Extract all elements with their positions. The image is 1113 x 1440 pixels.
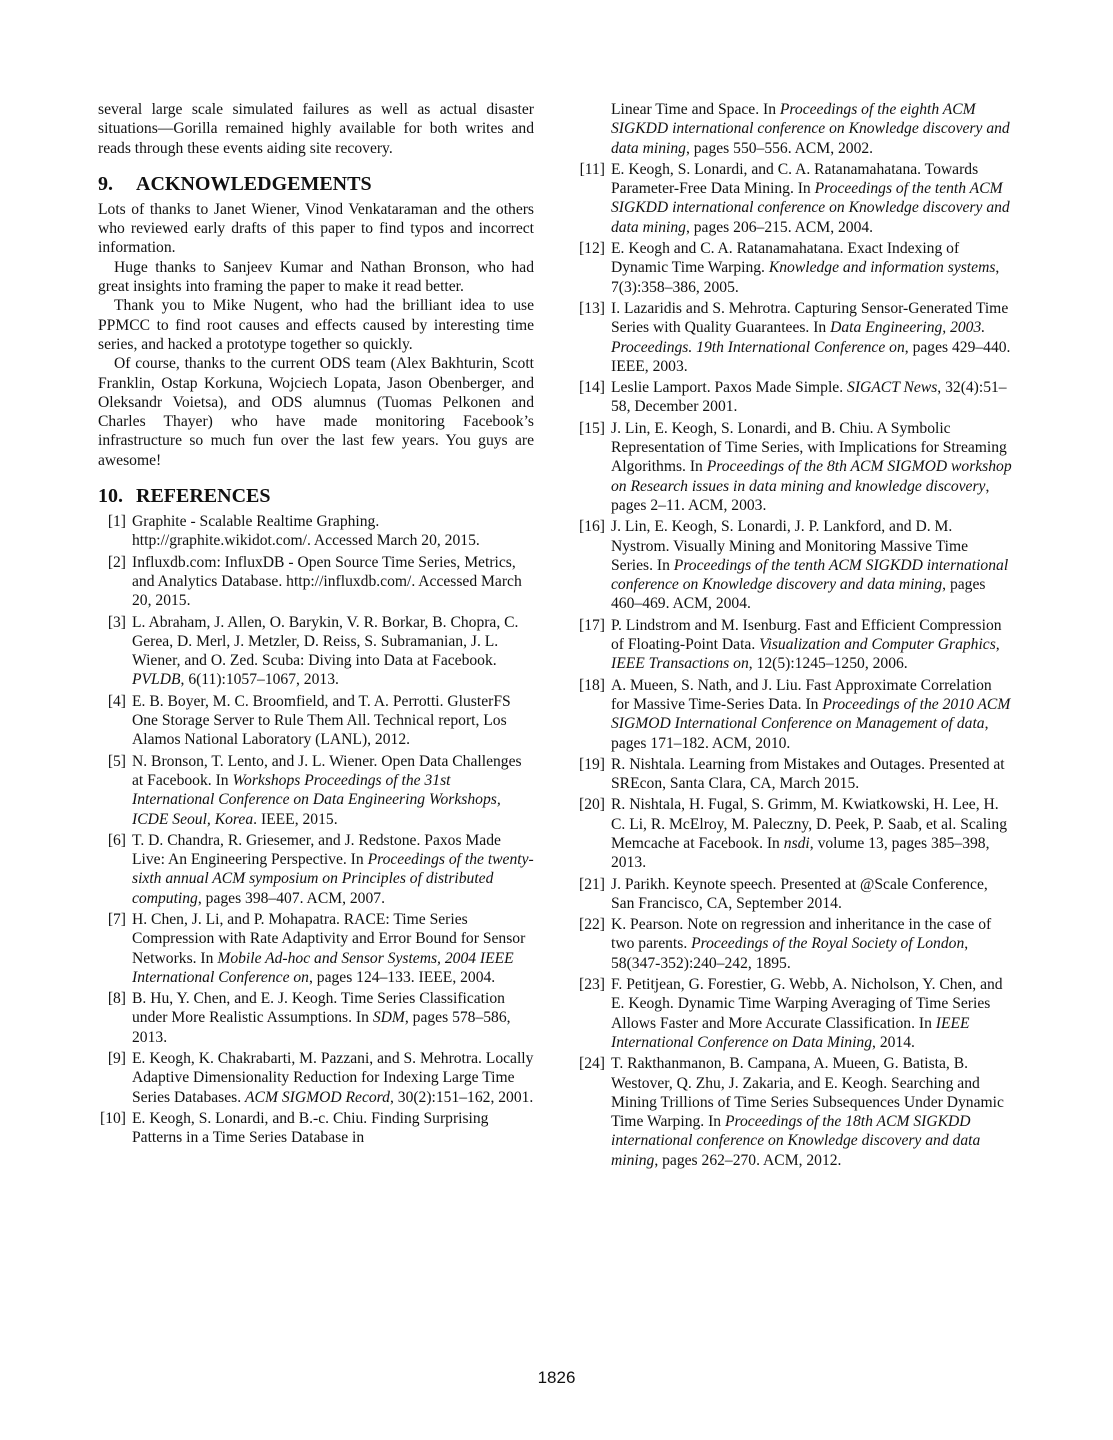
- reference-text: E. Keogh and C. A. Ratanamahatana. Exact Indexing of Dynamic Time Warping.: [611, 240, 960, 277]
- reference-venue: Workshops Proceedings of the 31st International Conference on Data Engineering Workshops, ICDE Seoul, Korea: [132, 771, 501, 828]
- reference-text: E. Keogh, S. Lonardi, and B.-c. Chiu. Finding Surprising Patterns in a Time Series Database in: [132, 1109, 489, 1147]
- reference-text: K. Pearson. Note on regression and inheritance in the case of two parents.: [611, 916, 992, 953]
- reference-text: , 32(4):51–58, December 2001.: [611, 379, 1007, 416]
- reference-text: I. Lazaridis and S. Mehrotra. Capturing Sensor-Generated Time Series with Quality Guarantees. In: [611, 299, 1009, 337]
- reference-text: , pages 2–11. ACM, 2003.: [611, 477, 990, 514]
- reference-text: T. D. Chandra, R. Griesemer, and J. Redstone. Paxos Made Live: An Engineering Perspective. In: [132, 831, 501, 869]
- reference-item: [577, 378, 1013, 417]
- reference-number: [5]: [107, 752, 126, 770]
- reference-item: [577, 299, 1013, 376]
- reference-text: T. Rakthanmanon, B. Campana, A. Mueen, G. Batista, B. Westover, Q. Zhu, J. Zakaria, and E. Keogh. Searching and Mining Trillions of Time Series Subsequences Under Dynamic Time Warping. In: [611, 1055, 1004, 1131]
- reference-item: [98, 1109, 534, 1148]
- reference-text: N. Bronson, T. Lento, and J. L. Wiener. Open Data Challenges at Facebook. In: [132, 752, 522, 789]
- reference-text: Leslie Lamport. Paxos Made Simple.: [611, 379, 848, 397]
- reference-text: , 30(2):151–162, 2001.: [389, 1088, 534, 1106]
- reference-venue: Proceedings of the twenty-sixth annual ACM symposium on Principles of distributed computing: [132, 851, 534, 907]
- section-heading-acknowledgements: [98, 172, 534, 196]
- reference-venue: Proceedings of the 18th ACM SIGKDD international conference on Knowledge discovery and data mining: [611, 1113, 981, 1169]
- reference-text: L. Abraham, J. Allen, O. Barykin, V. R. Borkar, B. Chopra, C. Gerea, D. Merl, J. Metzler, D. Reiss, S. Subramanian, J. L. Wiener, and O. Zed. Scuba: Diving into Data at Facebook.: [132, 613, 519, 670]
- section-heading-references: [98, 484, 534, 508]
- reference-text: J. Lin, E. Keogh, S. Lonardi, and B. Chiu. A Symbolic Representation of Time Series, with Implications for Streaming Algorithms. In: [611, 419, 1007, 476]
- reference-item: [98, 692, 534, 750]
- reference-item: [577, 1054, 1013, 1170]
- reference-venue: nsdi: [783, 834, 810, 852]
- reference-item: [577, 875, 1013, 914]
- reference-number: [20]: [579, 796, 605, 814]
- reference-text: A. Mueen, S. Nath, and J. Liu. Fast Approximate Correlation for Massive Time-Series Data. In: [611, 676, 992, 713]
- reference-number: [18]: [579, 676, 605, 694]
- reference-item: [577, 795, 1013, 872]
- reference-text: , pages 460–469. ACM, 2004.: [611, 576, 986, 613]
- reference-text: , pages 124–133. IEEE, 2004.: [308, 968, 496, 986]
- reference-item: [577, 239, 1013, 297]
- reference-number: [16]: [579, 518, 605, 536]
- reference-list-left: [98, 512, 534, 1148]
- reference-text: , 7(3):358–386, 2005.: [611, 259, 1000, 296]
- reference-number: [11]: [579, 160, 605, 178]
- reference-number: [17]: [579, 616, 605, 634]
- reference-number: [23]: [579, 976, 605, 994]
- reference-text: R. Nishtala. Learning from Mistakes and Outages. Presented at SREcon, Santa Clara, CA, March 2015.: [611, 755, 1005, 793]
- reference-text: R. Nishtala, H. Fugal, S. Grimm, M. Kwiatkowski, H. Lee, H. C. Li, R. McElroy, M. Paleczny, D. Peek, P. Saab, et al. Scaling Memcache at Facebook. In: [611, 796, 1007, 852]
- reference-text: , pages 262–270. ACM, 2012.: [654, 1151, 842, 1169]
- reference-venue: Proceedings of the tenth ACM SIGKDD international conference on Knowledge discovery and data mining: [611, 180, 1010, 236]
- reference-venue: Proceedings of the Royal Society of London: [691, 935, 965, 953]
- reference-venue: Proceedings of the eighth ACM SIGKDD international conference on Knowledge discovery and data mining: [611, 101, 1010, 157]
- reference-text: Linear Time and Space. In: [611, 101, 780, 118]
- reference-item: [577, 915, 1013, 973]
- reference-text: , pages 206–215. ACM, 2004.: [685, 218, 874, 236]
- ack-paragraph: Thank you to Mike Nugent, who had the brilliant idea to use PPMCC to find root causes and effects caused by interesting time series, and hacked a prototype together so quickly.: [98, 297, 534, 353]
- reference-text: J. Lin, E. Keogh, S. Lonardi, J. P. Lankford, and D. M. Nystrom. Visually Mining and Monitoring Massive Time Series. In: [611, 518, 969, 574]
- left-column: [98, 100, 534, 1150]
- ack-paragraph: Huge thanks to Sanjeev Kumar and Nathan Bronson, who had great insights into framing the paper to make it read better.: [98, 258, 534, 296]
- reference-item: [577, 676, 1013, 753]
- reference-text: , 58(347-352):240–242, 1895.: [611, 935, 969, 972]
- reference-number: [22]: [579, 916, 605, 934]
- ack-paragraph: Lots of thanks to Janet Wiener, Vinod Venkataraman and the others who reviewed early drafts of this paper to find typos and incorrect information.: [98, 200, 534, 257]
- reference-venue: Data Engineering, 2003. Proceedings. 19th International Conference on: [611, 319, 986, 356]
- reference-text: E. Keogh, K. Chakrabarti, M. Pazzani, and S. Mehrotra. Locally Adaptive Dimensionality Reduction for Indexing Large Time Series Databases.: [132, 1050, 534, 1106]
- reference-item: [577, 975, 1013, 1052]
- reference-text: J. Parikh. Keynote speech. Presented at @Scale Conference, San Francisco, CA, September 2014.: [611, 875, 988, 912]
- ack-paragraph: Of course, thanks to the current ODS team (Alex Bakhturin, Scott Franklin, Ostap Korkuna, Wojciech Lopata, Jason Obenberger, and Oleksandr Voietsa), and ODS alumnus (Tuomas Pelkonen and Charles Thayer) who have made monitoring Facebook’s infrastructure so much fun over the last few years. You guys are awesome!: [98, 355, 534, 469]
- reference-number: [3]: [107, 613, 126, 631]
- reference-item: [577, 160, 1013, 237]
- reference-number: [15]: [579, 419, 605, 437]
- reference-venue: ACM SIGMOD Record: [245, 1088, 390, 1106]
- reference-text: Influxdb.com: InfluxDB - Open Source Time Series, Metrics, and Analytics Database. http://influxdb.com/. Accessed March 20, 2015.: [132, 553, 522, 610]
- reference-item: [98, 831, 534, 908]
- reference-venue: Knowledge and information systems: [768, 259, 996, 277]
- reference-number: [19]: [579, 755, 605, 773]
- acknowledgements-body: [98, 200, 534, 470]
- section-number: 10.: [98, 485, 123, 508]
- section-title: REFERENCES: [136, 485, 271, 508]
- reference-item: [577, 419, 1013, 515]
- reference-text: , 12(5):1245–1250, 2006.: [748, 655, 908, 673]
- reference-number: [2]: [107, 553, 126, 571]
- reference-item: [98, 553, 534, 611]
- reference-text: P. Lindstrom and M. Isenburg. Fast and Efficient Compression of Floating-Point Data.: [611, 616, 1002, 654]
- right-column: [577, 100, 1013, 1172]
- reference-list-right: [577, 100, 1013, 1170]
- reference-venue: PVLDB: [132, 671, 181, 689]
- reference-number: [10]: [100, 1109, 126, 1127]
- reference-item: [98, 1049, 534, 1107]
- reference-venue: Proceedings of the 2010 ACM SIGMOD International Conference on Management of data: [611, 695, 1011, 733]
- reference-venue: Proceedings of the tenth ACM SIGKDD international conference on Knowledge discovery and data mining: [611, 556, 1009, 594]
- reference-text: , 2014.: [872, 1033, 915, 1051]
- reference-number: [12]: [579, 240, 605, 258]
- reference-text: . IEEE, 2015.: [253, 810, 338, 828]
- reference-number: [7]: [107, 910, 126, 928]
- reference-item: [577, 100, 1013, 158]
- reference-item: [98, 512, 534, 551]
- reference-number: [21]: [579, 875, 605, 893]
- reference-text: , pages 171–182. ACM, 2010.: [611, 715, 989, 752]
- reference-text: E. Keogh, S. Lonardi, and C. A. Ratanamahatana. Towards Parameter-Free Data Mining. In: [611, 160, 979, 198]
- reference-text: F. Petitjean, G. Forestier, G. Webb, A. Nicholson, Y. Chen, and E. Keogh. Dynamic Time Warping Averaging of Time Series Allows Faster and More Accurate Classification. In: [611, 976, 1003, 1032]
- reference-number: [4]: [107, 692, 126, 710]
- reference-venue: SDM: [372, 1009, 405, 1027]
- intro-paragraph: several large scale simulated failures as well as actual disaster situations—Gorilla remained highly available for both writes and reads through these events aiding site recovery.: [98, 101, 534, 157]
- reference-venue: Visualization and Computer Graphics, IEEE Transactions on: [611, 636, 1000, 673]
- reference-text: , volume 13, pages 385–398, 2013.: [611, 834, 990, 872]
- reference-text: , pages 398–407. ACM, 2007.: [197, 889, 385, 907]
- section-number: 9.: [98, 172, 113, 195]
- reference-venue: SIGACT News: [847, 379, 938, 397]
- reference-number: [1]: [107, 513, 126, 531]
- reference-text: B. Hu, Y. Chen, and E. J. Keogh. Time Series Classification under More Realistic Assumptions. In: [132, 990, 505, 1027]
- reference-text: , pages 578–586, 2013.: [132, 1009, 511, 1046]
- reference-item: [98, 989, 534, 1047]
- reference-item: [577, 755, 1013, 794]
- reference-number: [14]: [579, 379, 605, 397]
- reference-venue: Proceedings of the 8th ACM SIGMOD workshop on Research issues in data mining and knowledge discovery: [611, 458, 1012, 495]
- reference-text: Graphite - Scalable Realtime Graphing. http://graphite.wikidot.com/. Accessed March 20, 2015.: [132, 513, 480, 550]
- reference-number: [9]: [107, 1050, 126, 1068]
- reference-item: [577, 517, 1013, 613]
- reference-item: [98, 910, 534, 987]
- reference-item: [98, 752, 534, 829]
- reference-text: , pages 429–440. IEEE, 2003.: [611, 338, 1011, 375]
- reference-text: H. Chen, J. Li, and P. Mohapatra. RACE: Time Series Compression with Rate Adaptivity and Error Bound for Sensor Networks. In: [132, 910, 526, 967]
- reference-number: [6]: [107, 831, 126, 849]
- reference-venue: IEEE International Conference on Data Mining: [611, 1014, 970, 1051]
- reference-text: , pages 550–556. ACM, 2002.: [685, 139, 874, 157]
- reference-item: [577, 616, 1013, 674]
- reference-text: , 6(11):1057–1067, 2013.: [180, 671, 339, 689]
- reference-number: [24]: [579, 1055, 605, 1073]
- page-number: 1826: [537, 1368, 576, 1387]
- section-title: ACKNOWLEDGEMENTS: [136, 172, 372, 195]
- reference-number: [13]: [579, 299, 605, 317]
- reference-venue: Mobile Ad-hoc and Sensor Systems, 2004 IEEE International Conference on: [132, 949, 514, 986]
- reference-number: [8]: [107, 990, 126, 1008]
- reference-item: [98, 613, 534, 690]
- reference-text: E. B. Boyer, M. C. Broomfield, and T. A. Perrotti. GlusterFS One Storage Server to Rule Them All. Technical report, Los Alamos National Laboratory (LANL), 2012.: [132, 692, 511, 749]
